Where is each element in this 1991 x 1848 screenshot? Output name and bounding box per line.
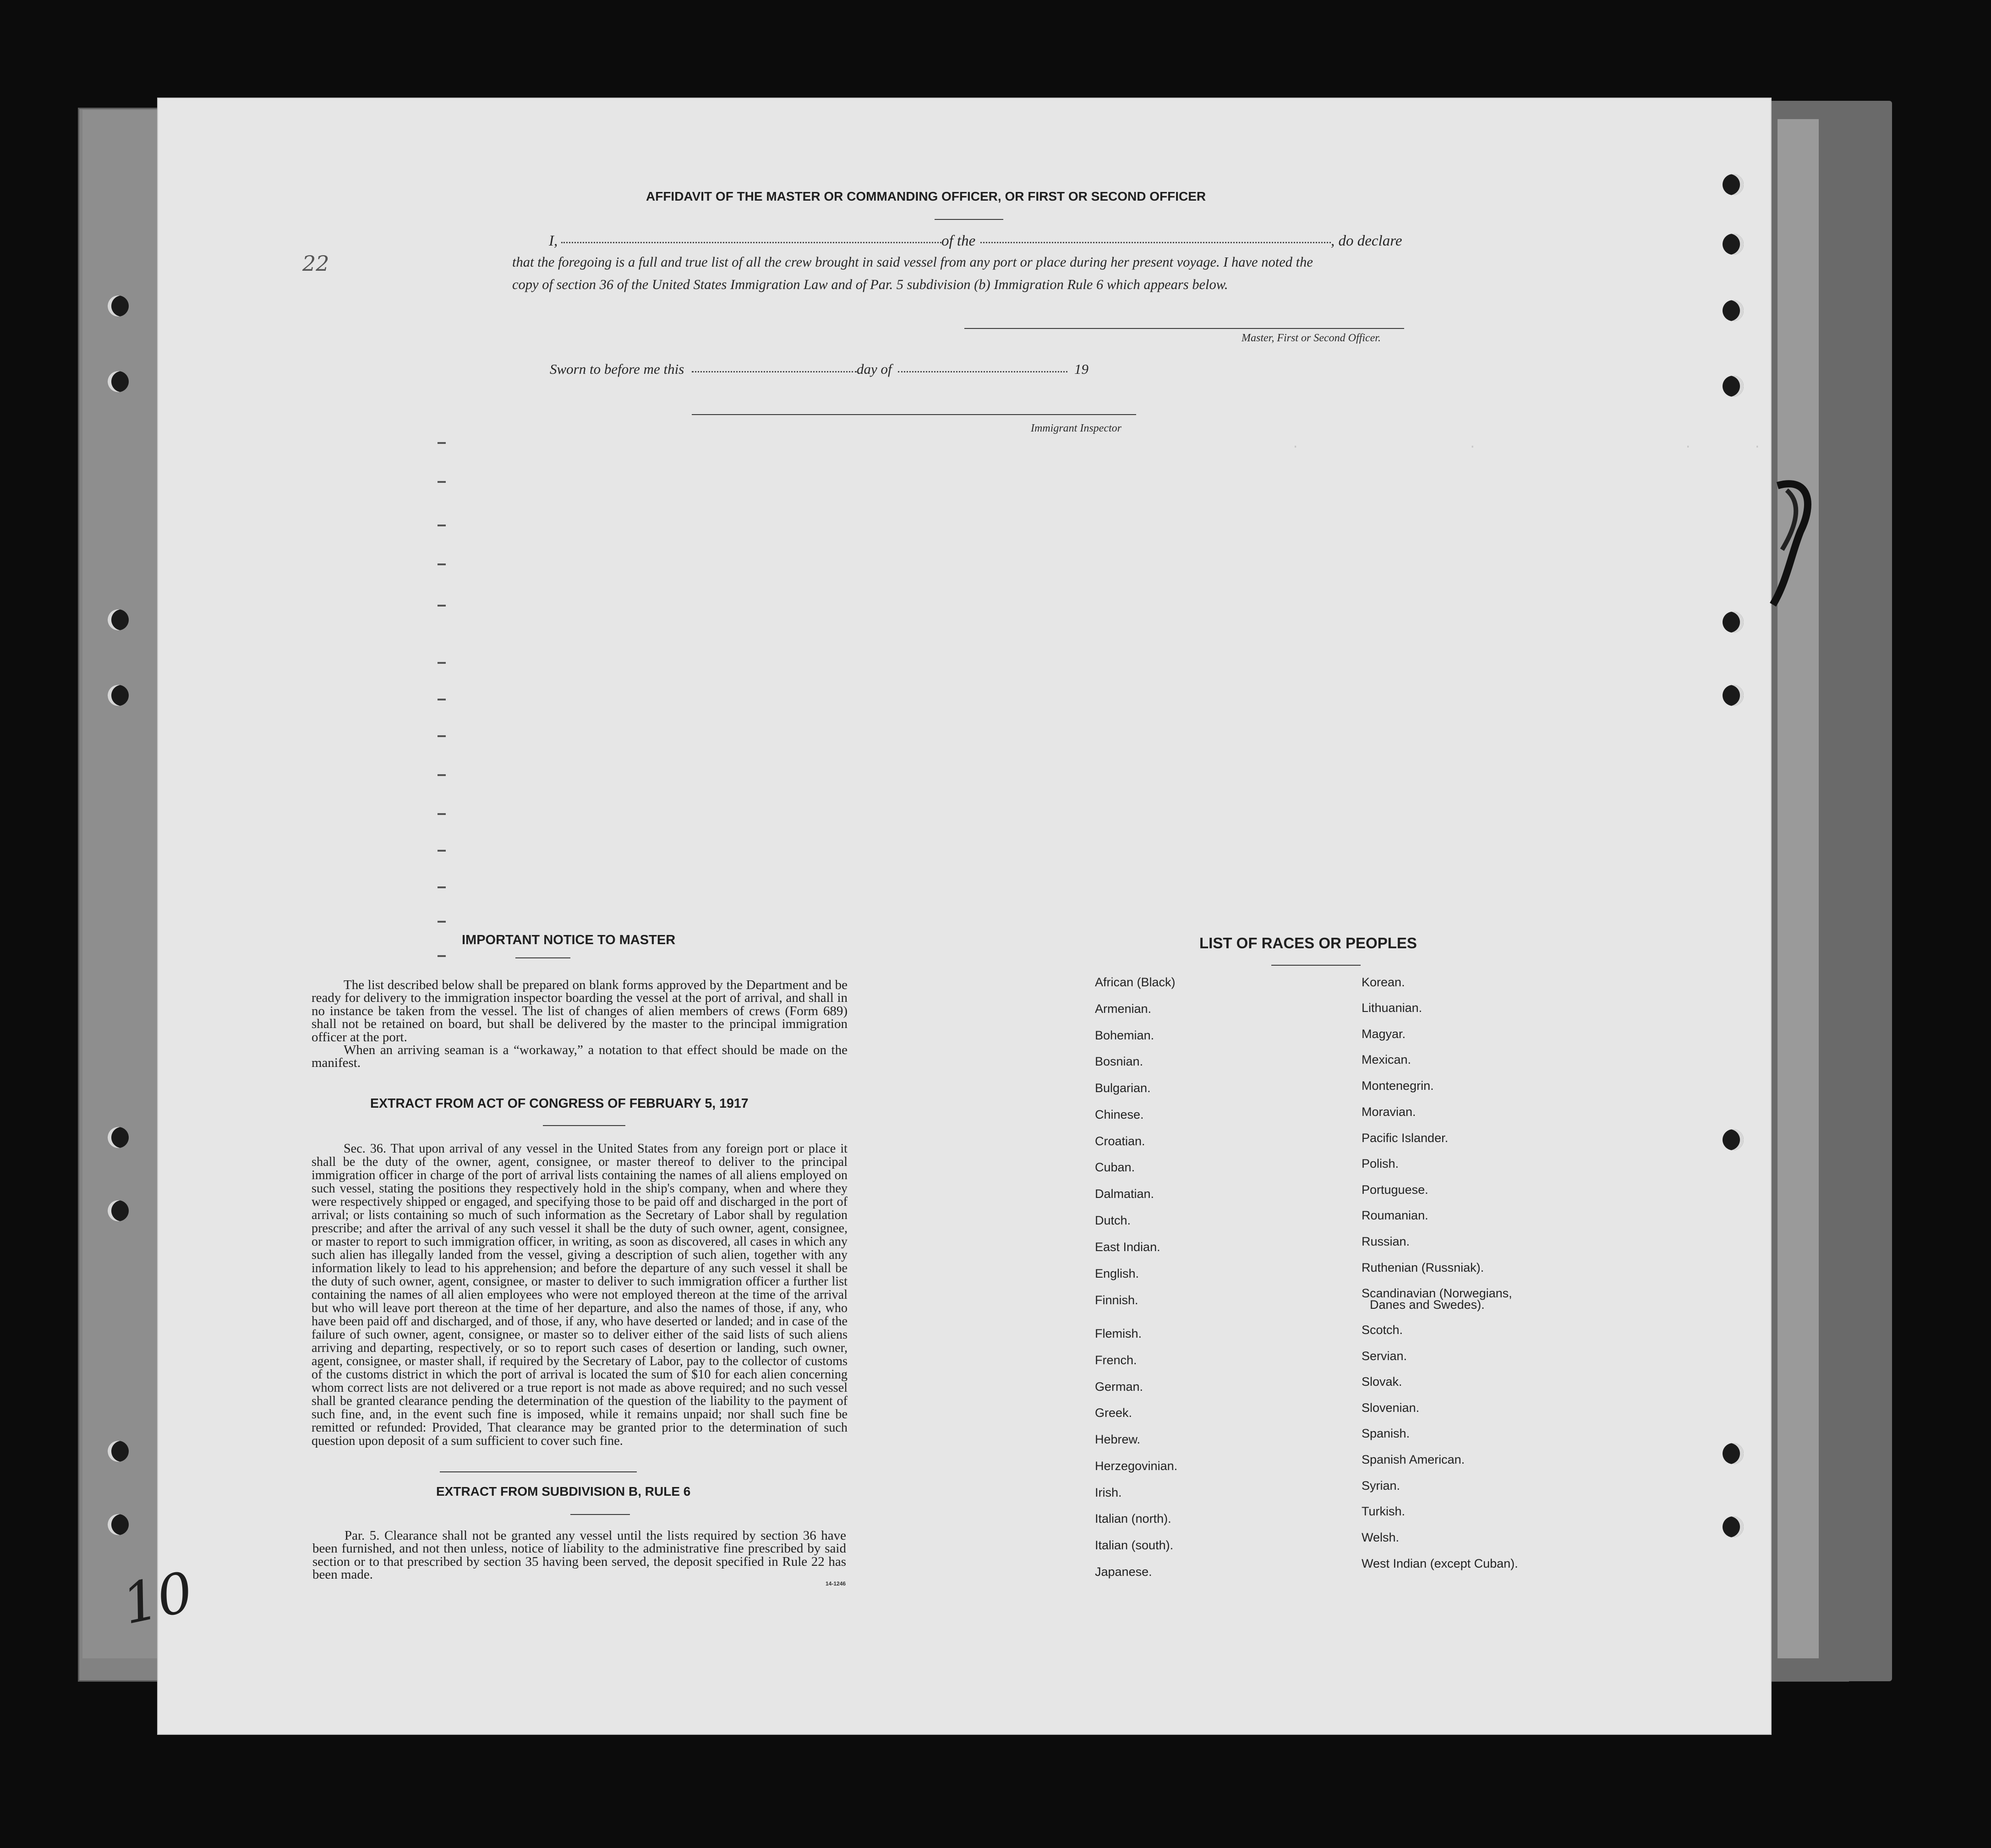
- punch-hole: [1723, 376, 1744, 397]
- race-right-item: Lithuanian.: [1362, 1001, 1422, 1015]
- sworn-start: Sworn to before me this: [550, 361, 684, 377]
- punch-hole: [1723, 1516, 1744, 1537]
- sworn-year: 19: [1074, 361, 1088, 377]
- background-sheet-edge: [82, 110, 170, 1658]
- race-left-item: African (Black): [1095, 975, 1176, 989]
- race-right-item: Magyar.: [1362, 1027, 1406, 1041]
- race-right-item: Mexican.: [1362, 1053, 1411, 1066]
- race-left-item: Cuban.: [1095, 1160, 1135, 1174]
- notice-title: IMPORTANT NOTICE TO MASTER: [462, 933, 676, 947]
- punch-hole: [108, 1127, 129, 1148]
- race-right-item: Slovak.: [1362, 1375, 1402, 1389]
- race-left-item: Bulgarian.: [1095, 1081, 1151, 1095]
- race-right-item: West Indian (except Cuban).: [1362, 1557, 1518, 1570]
- race-right-item: Pacific Islander.: [1362, 1131, 1449, 1145]
- punch-hole: [108, 295, 129, 317]
- affidavit-line1-start: I,: [549, 233, 558, 249]
- race-right-item: Scandinavian (Norwegians,: [1362, 1286, 1512, 1300]
- handwritten-number: 10: [117, 1560, 199, 1637]
- punch-hole: [1723, 612, 1744, 633]
- affidavit-line1-end: , do declare: [1331, 233, 1402, 249]
- extract-rule-title: EXTRACT FROM SUBDIVISION B, RULE 6: [436, 1484, 691, 1498]
- background-sheet-right: [1750, 101, 1892, 1681]
- race-left-item: Finnish.: [1095, 1293, 1138, 1307]
- extract-rule-rule: [570, 1514, 630, 1515]
- punch-hole: [1723, 300, 1744, 321]
- extract-act-text: [312, 1142, 848, 1448]
- race-left-item: Japanese.: [1095, 1565, 1152, 1579]
- punch-hole: [108, 609, 129, 630]
- race-left-item: Dutch.: [1095, 1214, 1131, 1227]
- races-rule: [1271, 965, 1361, 966]
- inspector-label: Immigrant Inspector: [1031, 422, 1121, 434]
- race-left-item: Croatian.: [1095, 1134, 1145, 1148]
- punch-hole: [1723, 1129, 1744, 1150]
- race-left-item: Armenian.: [1095, 1002, 1152, 1016]
- race-left-item: German.: [1095, 1380, 1143, 1394]
- notice-para1: The list described below shall be prepared on blank forms approved by the Department and be ready for delivery to the immigration inspector boarding the vessel at the port of arrival, and shall in no instance be taken from the vessel. The list of changes of alien members of crews (Form 689) shall not be retained on board, but shall be delivered by the master to the principal immigration officer at the port.: [312, 978, 848, 1044]
- extract-rule-text: [312, 1529, 846, 1581]
- affidavit-line3: copy of section 36 of the United States Immigration Law and of Par. 5 subdivision (b) Immigration Rule 6 which appears below.: [512, 277, 1228, 292]
- punch-hole: [108, 1200, 129, 1221]
- race-right-item: Polish.: [1362, 1157, 1399, 1170]
- race-right-item: Moravian.: [1362, 1105, 1416, 1119]
- sworn-day-blank: [692, 371, 857, 372]
- signature-label: Master, First or Second Officer.: [1242, 332, 1381, 344]
- race-left-item: Bosnian.: [1095, 1055, 1143, 1068]
- bleed-through-text: . . . .: [1145, 437, 1761, 452]
- extract-act-rule: [543, 1125, 625, 1126]
- inspector-line: [692, 414, 1136, 415]
- name-blank: [561, 242, 941, 243]
- race-left-item: Herzegovinian.: [1095, 1459, 1178, 1473]
- affidavit-title: AFFIDAVIT OF THE MASTER OR COMMANDING OFFICER, OR FIRST OR SECOND OFFICER: [646, 189, 1206, 203]
- affidavit-line1-mid: of the: [941, 233, 976, 249]
- section-36-text: Sec. 36. That upon arrival of any vessel in the United States from any foreign port or place it shall be the duty of the owner, agent, consignee, or master thereof to deliver to the principal immigration officer in charge of the port of arrival lists containing the names of all aliens employed on such vessel, stating the positions they respectively hold in the ship's company, when and where they were respectively shipped or engaged, and specifying those to be paid off and discharged in the port of arrival; or lists containing so much of such information as the Secretary of Labor shall by regulation prescribe; and after the arrival of any such vessel it shall be the duty of such owner, agent, consignee, or master to report to such immigration officer, in writing, as soon as discovered, all cases in which any such alien has illegally landed from the vessel, giving a description of such alien, together with any information likely to lead to his apprehension; and before the departure of any such vessel it shall be the duty of such owner, agent, consignee, or master to deliver to such immigration officer a further list containing the names of all alien employees who were not employed thereon at the time of the arrival but who will leave port thereon at the time of her departure, and also the names of those, if any, who have been paid off and discharged, and of those, if any, who have deserted or landed; and in case of the failure of such owner, agent, consignee, or master so to deliver either of the said lists of such aliens arriving and departing, respectively, or so to report such cases of desertion or landing, such owner, agent, consignee, or master shall, if required by the Secretary of Labor, pay to the collector of customs of the customs district in which the port of arrival is located the sum of $10 for each alien concerning whom correct lists are not delivered or a true report is not made as above required; and no such vessel shall be granted clearance pending the determination of the question of the liability to the payment of such fine, and, in the event such fine is imposed, while it remains unpaid; nor shall such fine be remitted or refunded: Provided, That clearance may be granted prior to the determination of such question upon deposit of a sum sufficient to cover such fine.: [312, 1142, 848, 1448]
- races-title: LIST OF RACES OR PEOPLES: [1199, 935, 1417, 951]
- par-5-text: Par. 5. Clearance shall not be granted any vessel until the lists required by section 36 have been furnished, and not then unless, notice of liability to the administrative fine prescribed by said section or to that prescribed by section 35 having been served, the deposit specified in Rule 22 has been made.: [312, 1528, 846, 1582]
- race-right-item: Russian.: [1362, 1235, 1410, 1248]
- string-tie: [1768, 476, 1819, 614]
- sworn-mid: day of: [857, 361, 892, 377]
- race-left-item: Flemish.: [1095, 1327, 1142, 1340]
- punch-hole: [1723, 234, 1744, 255]
- race-right-item: Syrian.: [1362, 1479, 1400, 1493]
- race-left-item: English.: [1095, 1267, 1139, 1280]
- punch-hole: [108, 685, 129, 706]
- race-right-item: Slovenian.: [1362, 1401, 1420, 1415]
- race-right-item: Ruthenian (Russniak).: [1362, 1261, 1484, 1274]
- race-right-item: Turkish.: [1362, 1504, 1406, 1518]
- race-right-item: Welsh.: [1362, 1531, 1400, 1544]
- punch-hole: [108, 1441, 129, 1462]
- race-right-item: Roumanian.: [1362, 1208, 1428, 1222]
- extract-act-title: EXTRACT FROM ACT OF CONGRESS OF FEBRUARY 5, 1917: [370, 1096, 749, 1111]
- notice-text: [312, 979, 848, 1070]
- punch-hole: [108, 1514, 129, 1535]
- form-sheet: [158, 98, 1771, 1734]
- background-sheet-strip: [1778, 119, 1819, 1658]
- race-right-item: Portuguese.: [1362, 1183, 1428, 1197]
- race-right-continuation: Danes and Swedes).: [1370, 1298, 1485, 1312]
- race-left-item: Dalmatian.: [1095, 1187, 1154, 1201]
- race-left-item: Italian (south).: [1095, 1538, 1174, 1552]
- race-left-item: Bohemian.: [1095, 1028, 1154, 1042]
- race-right-item: Spanish American.: [1362, 1453, 1465, 1466]
- race-left-item: Irish.: [1095, 1486, 1122, 1499]
- pencil-mark: 22: [302, 251, 329, 276]
- race-right-item: Montenegrin.: [1362, 1079, 1434, 1093]
- sworn-month-blank: [898, 371, 1067, 372]
- signature-line: [964, 328, 1404, 329]
- race-right-item: Korean.: [1362, 975, 1405, 989]
- affidavit-line2: that the foregoing is a full and true list of all the crew brought in said vessel from any port or place during her present voyage. I have noted the: [512, 254, 1313, 270]
- race-right-item: Servian.: [1362, 1349, 1407, 1363]
- vessel-blank: [980, 242, 1331, 243]
- race-right-item: Scotch.: [1362, 1323, 1403, 1337]
- race-left-item: Greek.: [1095, 1406, 1132, 1420]
- extract-rule-top-line: [440, 1471, 637, 1472]
- title-rule: [935, 219, 1003, 220]
- punch-hole: [1723, 174, 1744, 195]
- form-number: 14-1246: [826, 1580, 846, 1587]
- notice-rule: [515, 957, 570, 958]
- race-right-item: Spanish.: [1362, 1427, 1410, 1440]
- race-left-item: Hebrew.: [1095, 1432, 1141, 1446]
- race-left-item: East Indian.: [1095, 1240, 1160, 1254]
- race-left-item: Italian (north).: [1095, 1512, 1171, 1525]
- race-left-item: Chinese.: [1095, 1108, 1144, 1121]
- punch-hole: [1723, 685, 1744, 706]
- punch-hole: [108, 371, 129, 392]
- notice-para2: When an arriving seaman is a “workaway,” a notation to that effect should be made on the manifest.: [312, 1043, 848, 1071]
- race-left-item: French.: [1095, 1353, 1137, 1367]
- punch-hole: [1723, 1443, 1744, 1464]
